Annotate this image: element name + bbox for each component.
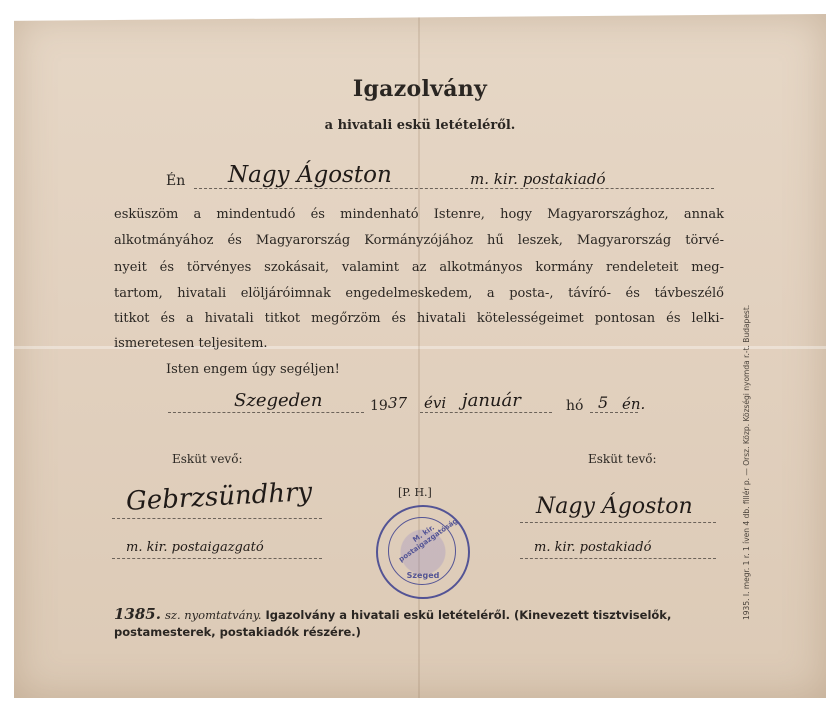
- document-subtitle: a hivatali eskü letételéről.: [324, 118, 516, 133]
- oath-line: nyeit és törvényes szokásait, valamint az alkotmányos kormány rendeleteit meg-: [114, 260, 724, 275]
- form-sz: sz. nyomtatvány.: [165, 608, 262, 622]
- handwritten-year: 37: [388, 394, 408, 412]
- printer-note: 1935. I. megr. 1 r. 1 íven 4 db. fillér p. — Orsz. Közp. Községi nyomda r.-t. Budapest.: [742, 304, 751, 620]
- signature-line: [112, 558, 322, 559]
- signature-line: [520, 558, 716, 559]
- oath-taker-label: Esküt vevő:: [172, 452, 243, 466]
- handwritten-signature: Nagy Ágoston: [536, 494, 693, 519]
- handwritten-signature: Gebrzsündhry: [125, 477, 313, 517]
- date-month-line: [420, 412, 552, 413]
- oath-line: alkotmányához és Magyarország Kormányzójához hű leszek, Magyarország törvé-: [114, 233, 724, 248]
- handwritten-en: én.: [622, 395, 646, 413]
- form-number: 1385.: [114, 605, 161, 623]
- oath-giver-label: Esküt tevő:: [588, 452, 657, 466]
- seal-ring-text: M. kir. postaigazgatóság: [397, 516, 460, 564]
- oath-prefix: Én: [166, 173, 186, 189]
- seal-city: Szeged: [406, 571, 440, 580]
- handwritten-year-word: évi: [424, 394, 447, 412]
- year-prefix: 19: [370, 398, 388, 414]
- date-ho: hó: [566, 398, 584, 414]
- oath-line: titkot és a hivatali titkot megőrzöm és hivatali kötelességeimet pontosan és lelki-: [114, 311, 724, 326]
- official-seal: [376, 505, 470, 599]
- form-description: Igazolvány a hivatali eskü letételéről. (Kinevezett tisztviselők, postamesterek, postakiadók részére.): [114, 608, 672, 639]
- handwritten-day: 5: [598, 393, 609, 412]
- oath-closing: Isten engem úgy segéljen!: [166, 362, 340, 377]
- date-place-line: [168, 412, 364, 413]
- oath-line: ismeretesen teljesitem.: [114, 336, 268, 351]
- oath-line: esküszöm a mindentudó és mindenható Istenre, hogy Magyarországhoz, annak: [114, 207, 724, 222]
- handwritten-name: Nagy Ágoston: [228, 162, 392, 188]
- name-fill-line: [194, 188, 714, 189]
- handwritten-place: Szegeden: [234, 390, 323, 411]
- handwritten-month: január: [462, 390, 521, 411]
- handwritten-title: m. kir. postakiadó: [534, 540, 652, 555]
- form-footer: [114, 606, 724, 641]
- stamp-label: [P. H.]: [398, 486, 432, 499]
- signature-line: [520, 522, 716, 523]
- signature-line: [112, 518, 322, 519]
- oath-line: tartom, hivatali elöljáróimnak engedelmeskedem, a posta-, távíró- és távbeszélő: [114, 286, 724, 301]
- document-title: Igazolvány: [352, 76, 488, 102]
- handwritten-title: m. kir. postaigazgató: [126, 540, 264, 555]
- handwritten-rank: m. kir. postakiadó: [470, 170, 606, 188]
